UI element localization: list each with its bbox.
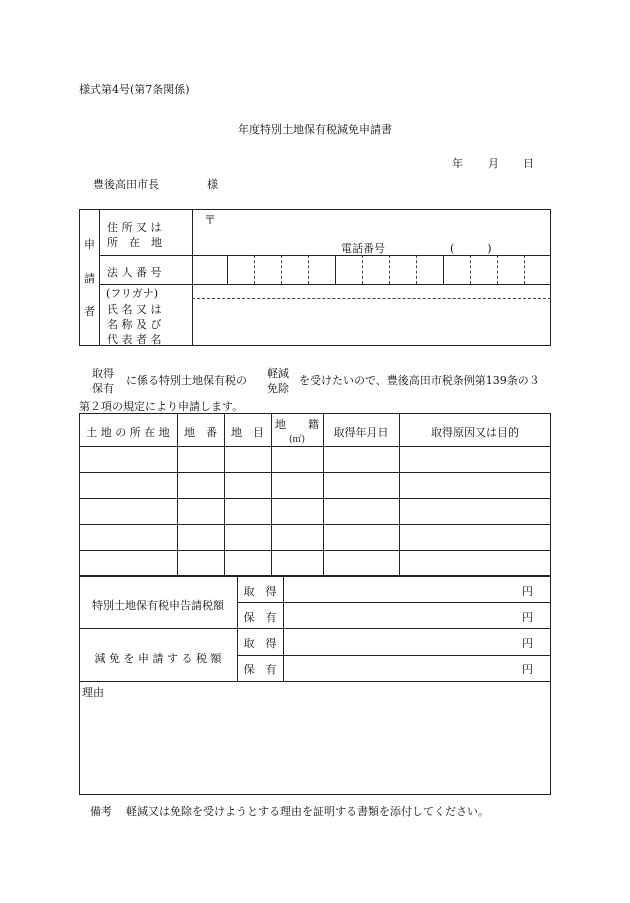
choice-hold: 保有 (92, 382, 114, 395)
addressee-mayor: 豊後高田市長 (93, 178, 159, 191)
choice-reduce: 軽減 (267, 367, 289, 380)
declared-hold: 保 有 (243, 611, 277, 624)
phone-paren: ( ) (450, 242, 492, 255)
name-label-2: 名 称 及 び (107, 318, 162, 331)
applicant-side-1: 申 (84, 238, 95, 251)
applicant-side-3: 者 (84, 305, 95, 318)
reduction-hold: 保 有 (243, 663, 277, 676)
name-label-3: 代 表 者 名 (107, 333, 162, 346)
address-label-2: 所 在 地 (107, 236, 162, 249)
date-day: 日 (523, 157, 534, 170)
col-land-category: 地 目 (231, 426, 264, 439)
declared-acquire: 取 得 (243, 585, 277, 598)
phone-label: 電話番号 (341, 242, 385, 255)
choice-acquire: 取得 (92, 367, 114, 380)
col-acquired-date: 取得年月日 (333, 426, 389, 439)
furigana-label: (フリガナ) (106, 287, 159, 300)
note-label: 備考 (90, 805, 112, 818)
note-text: 軽減又は免除を受けようとする理由を証明する書類を添付してください。 (126, 805, 489, 818)
yen-3: 円 (522, 637, 533, 650)
col-reason-purpose: 取得原因又は目的 (431, 426, 519, 439)
reduction-acquire: 取 得 (243, 637, 277, 650)
yen-4: 円 (522, 663, 533, 676)
date-year: 年 (452, 157, 463, 170)
postal-mark: 〒 (204, 213, 217, 227)
address-label-1: 住 所 又 は (107, 221, 162, 234)
form-number: 様式第4号(第7条関係) (79, 83, 190, 96)
col-area-unit: (㎡) (288, 435, 306, 445)
corp-number-label: 法 人 番 号 (107, 266, 162, 279)
statement-text-2: を受けたいので、豊後高田市税条例第139条の３ (299, 374, 540, 387)
choice-exempt: 免除 (267, 382, 289, 395)
col-lot-number: 地 番 (184, 426, 217, 439)
addressee-honorific: 様 (207, 178, 218, 191)
reduction-tax-label: 減 免 を 申 請 す る 税 額 (94, 652, 222, 665)
reason-label: 理由 (82, 686, 104, 699)
yen-1: 円 (522, 585, 533, 598)
col-location: 土 地 の 所 在 地 (86, 426, 170, 439)
declared-tax-label: 特別土地保有税申告請税額 (92, 599, 224, 612)
col-area: 地 籍 (275, 418, 319, 431)
date-month: 月 (488, 157, 499, 170)
statement-text-3: 第２項の規定により申請します。 (79, 400, 244, 413)
page-title: 年度特別土地保有税減免申請書 (238, 123, 392, 136)
statement-text-1: に係る特別土地保有税の (126, 374, 247, 387)
name-label-1: 氏 名 又 は (107, 303, 162, 316)
tax-table (79, 576, 551, 682)
yen-2: 円 (522, 611, 533, 624)
reason-box (79, 681, 551, 795)
applicant-side-2: 請 (84, 272, 95, 285)
